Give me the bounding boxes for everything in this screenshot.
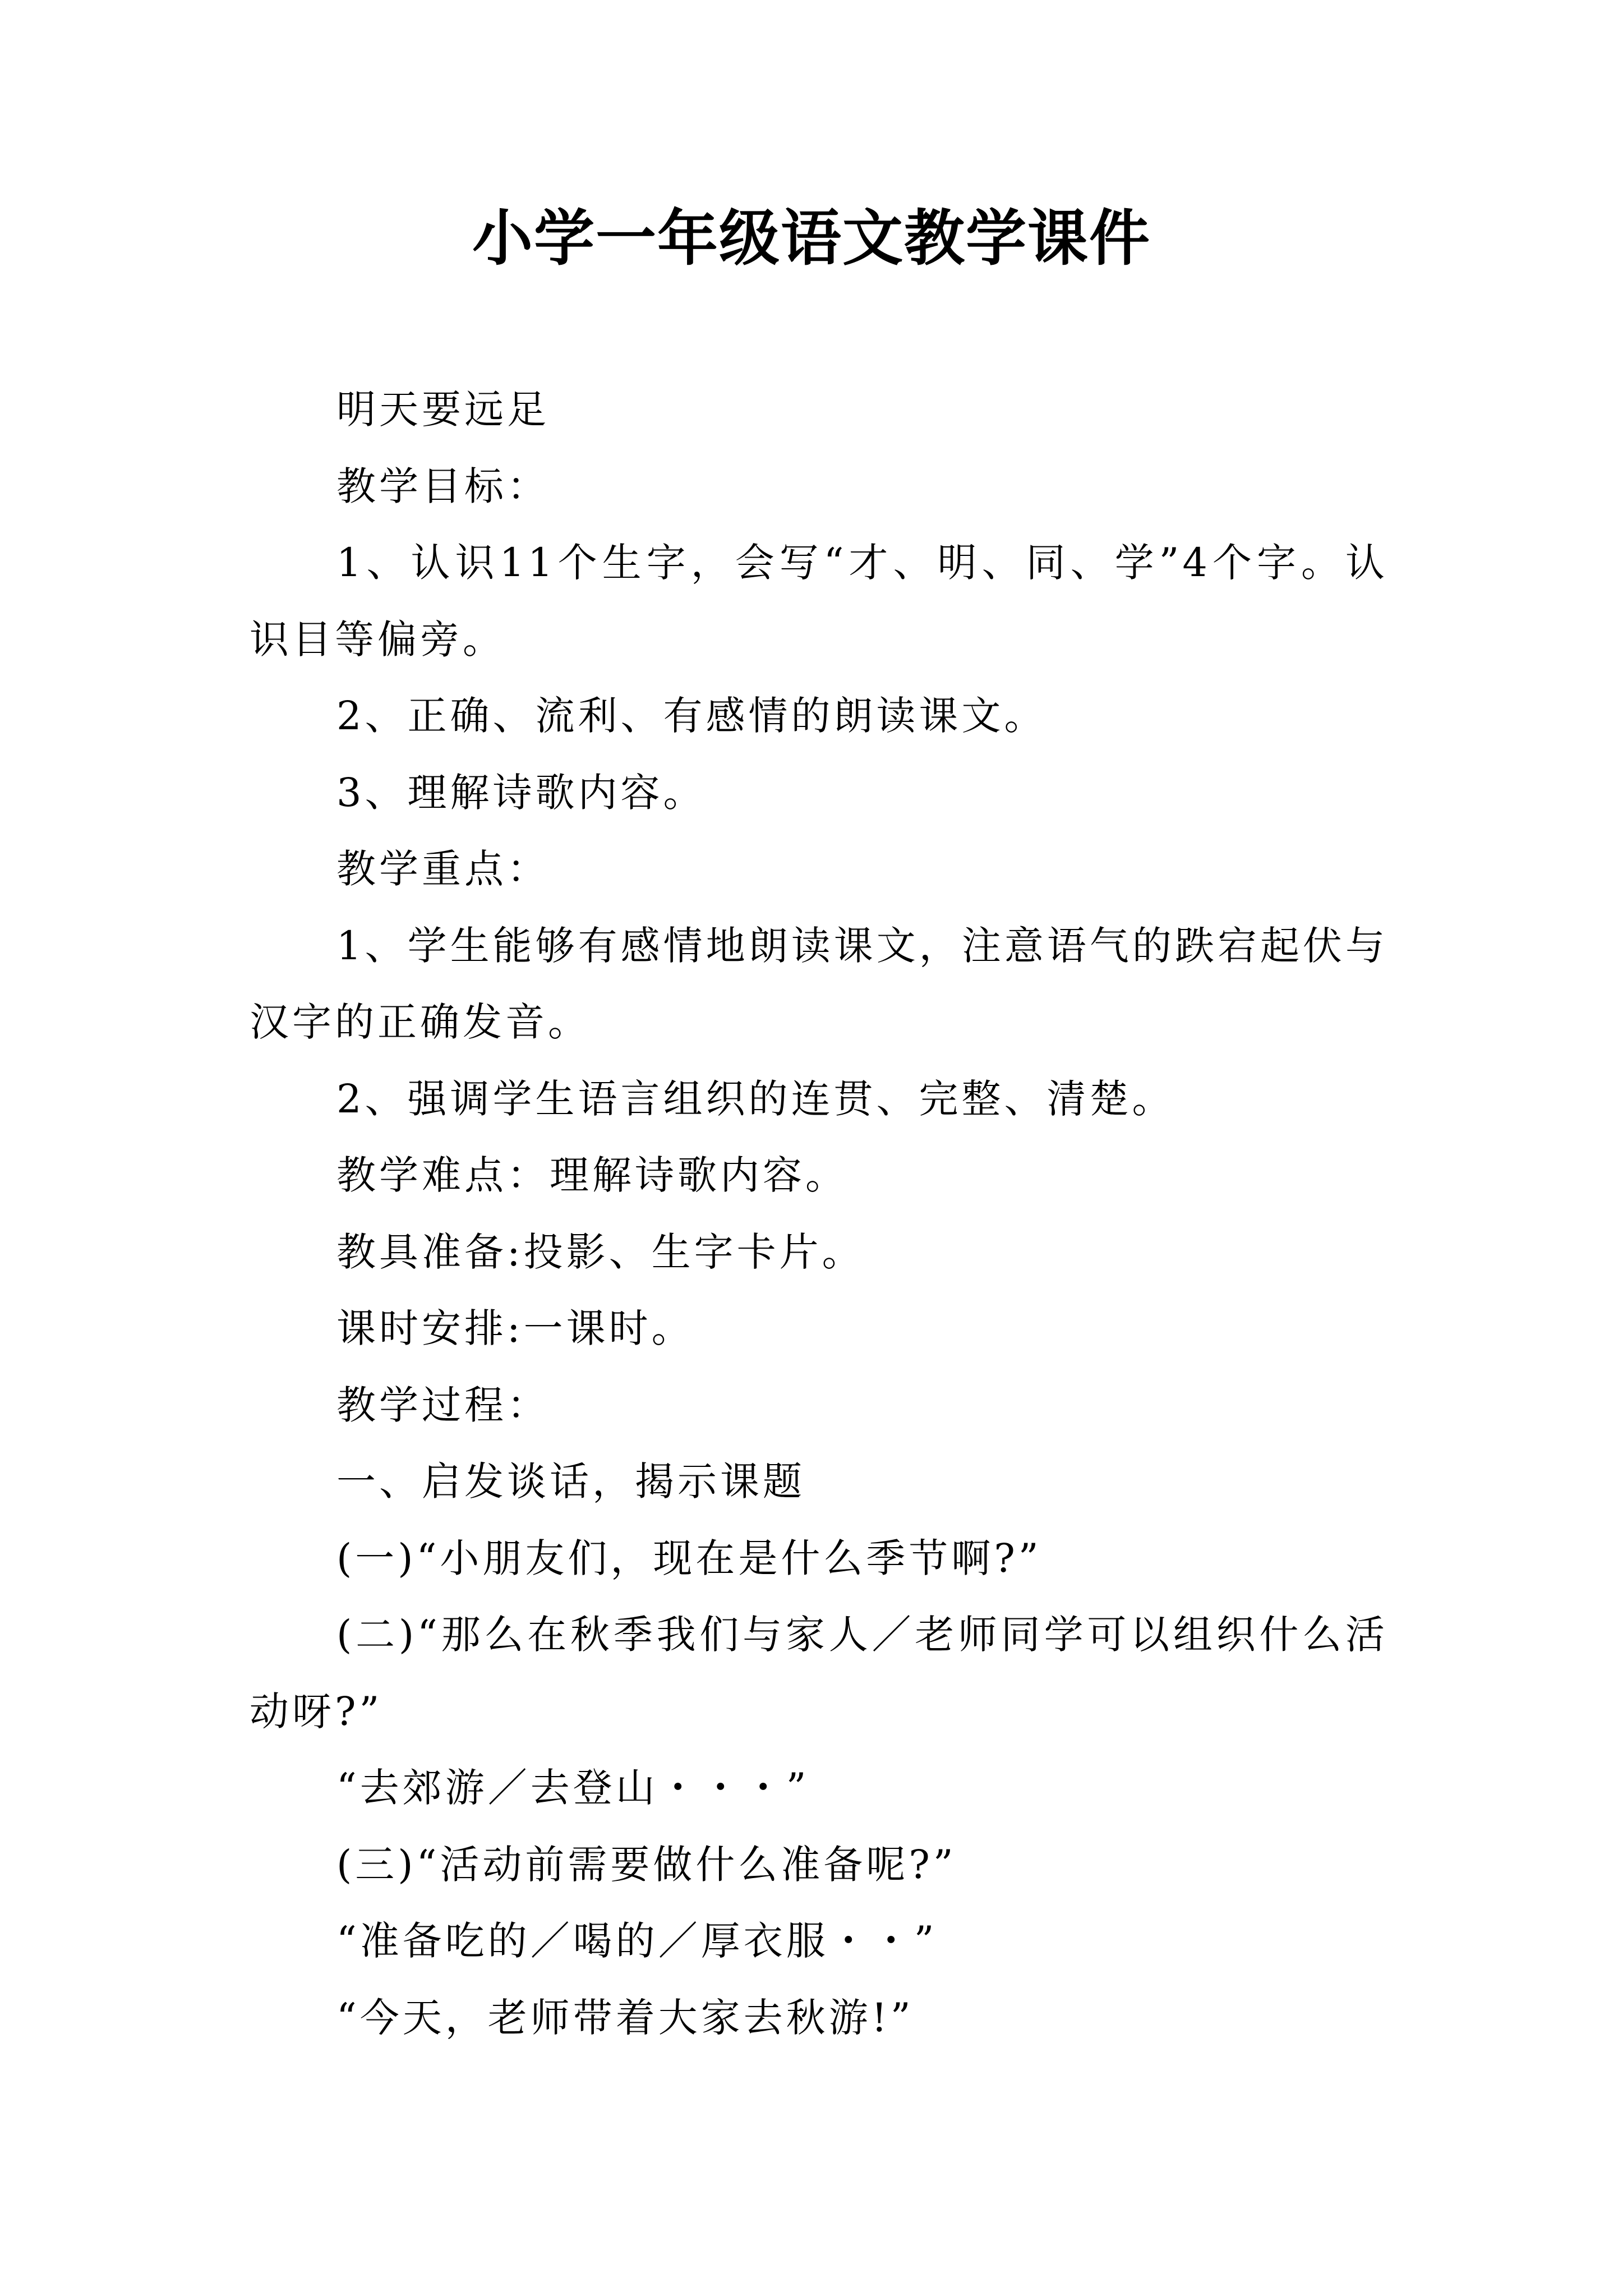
- key-point-item: 1、学生能够有感情地朗读课文，注意语气的跌宕起伏与汉字的正确发音。: [250, 922, 1388, 1045]
- section-heading-process: 教学过程：: [336, 1382, 550, 1428]
- document-title: 小学一年级语文教学课件: [472, 203, 1151, 274]
- dialogue-line: (二)“那么在秋季我们与家人／老师同学可以组织什么活动呀?”: [250, 1612, 1388, 1734]
- difficulty-line: 教学难点：理解诗歌内容。: [336, 1152, 848, 1198]
- dialogue-line: “准备吃的／喝的／厚衣服・・”: [336, 1918, 938, 1964]
- objective-item: 1、认识11个生字，会写“才、明、同、学”4个字。认识目等偏旁。: [250, 540, 1388, 662]
- dialogue-line: “今天，老师带着大家去秋游!”: [336, 1994, 914, 2041]
- key-point-item: 2、强调学生语言组织的连贯、完整、清楚。: [336, 1075, 1175, 1122]
- schedule-line: 课时安排:一课时。: [336, 1305, 694, 1351]
- section-heading-objectives: 教学目标：: [336, 463, 550, 509]
- objective-item: 3、理解诗歌内容。: [336, 769, 706, 816]
- process-step-heading: 一、启发谈话，揭示课题: [336, 1458, 805, 1504]
- lesson-name: 明天要远足: [336, 386, 550, 432]
- dialogue-line: (三)“活动前需要做什么准备呢?”: [336, 1841, 957, 1888]
- dialogue-line: “去郊游／去登山・・・”: [336, 1765, 810, 1811]
- section-heading-key-points: 教学重点：: [336, 846, 550, 892]
- materials-line: 教具准备:投影、生字卡片。: [336, 1228, 865, 1275]
- objective-item: 2、正确、流利、有感情的朗读课文。: [336, 693, 1047, 739]
- dialogue-line: (一)“小朋友们，现在是什么季节啊?”: [336, 1535, 1042, 1581]
- document-body: [250, 371, 1388, 2056]
